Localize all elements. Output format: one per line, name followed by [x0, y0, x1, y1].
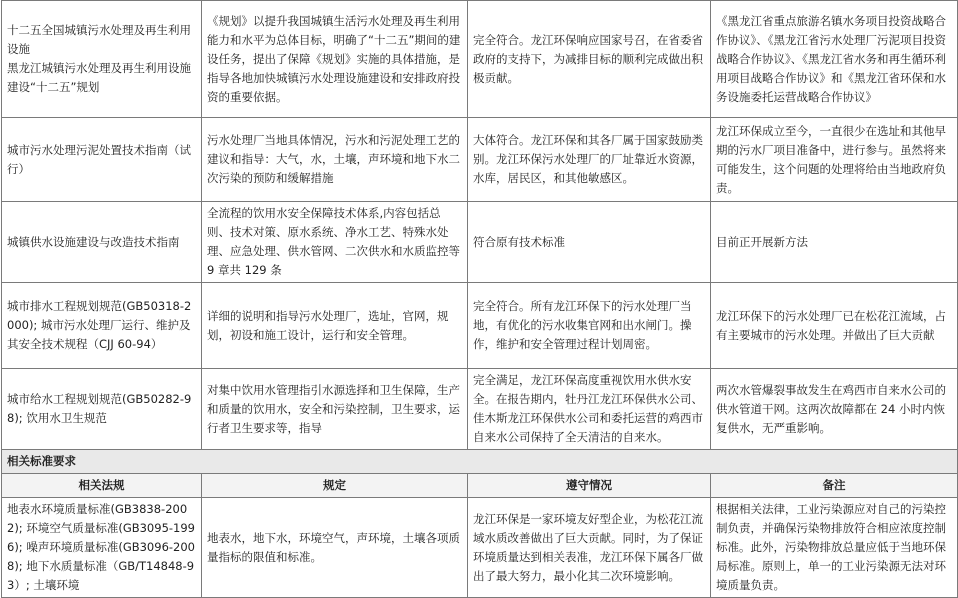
column-header-compliance: 遵守情况 — [468, 474, 711, 498]
provision-cell — [202, 118, 468, 202]
compliance-cell — [468, 283, 711, 369]
law-text: 城市污水处理污泥处置技术指南（试行） — [7, 142, 191, 176]
remark-text: 根据相关法律，工业污染源应对自己的污染控制负责，并确保污染物排放符合相应浓度控制标准。此外，污染物排放总量应低于当地环保局标准。原则上，单一的工业污染源无法对环境质量负责。 — [716, 502, 946, 592]
provision-text: 地表水，地下水，环境空气，声环境，土壤各项质量指标的限值和标准。 — [207, 530, 460, 564]
remark-text: 龙江环保下的污水处理厂已在松花江流域，占有主要城市的污水处理。并做出了巨大贡献 — [716, 308, 946, 342]
provision-cell — [202, 369, 468, 450]
compliance-text: 完全符合。龙江环保响应国家号召，在省委省政府的支持下，为减排目标的顺利完成做出积极贡献。 — [473, 32, 703, 85]
compliance-cell — [468, 1, 711, 118]
law-text: 城镇供水设施建设与改造技术指南 — [7, 234, 180, 249]
table-row — [2, 369, 958, 450]
law-cell — [2, 118, 202, 202]
provision-text: 全流程的饮用水安全保障技术体系,内容包括总则、技术对策、原水系统、净水工艺、特殊水处理、应急处理、供水管网、二次供水和水质监控等 9 章共 129 条 — [207, 206, 460, 277]
provision-cell — [202, 283, 468, 369]
table-row — [2, 498, 958, 598]
remark-cell — [711, 118, 958, 202]
compliance-text: 完全符合。所有龙江环保下的污水处理厂当地，有优化的污水收集官网和出水闸门。操作，维护和安全管理过程计划周密。 — [473, 299, 692, 351]
section-row — [2, 450, 958, 474]
law-cell — [2, 498, 202, 598]
law-text: 地表水环境质量标准(GB3838-2002); 环境空气质量标准(GB3095-1996); 噪声环境质量标准(GB3096-2008); 地下水质量标准（GB/T14848-93）; 土壤环境 — [7, 502, 195, 592]
table-row — [2, 1, 958, 118]
remark-text: 目前正开展新方法 — [716, 234, 808, 249]
law-cell — [2, 369, 202, 450]
law-text: 城市给水工程规划规范(GB50282-98); 饮用水卫生规范 — [7, 392, 192, 425]
compliance-text: 完全满足，龙江环保高度重视饮用水供水安全。在报告期内，牡丹江龙江环保供水公司、佳木斯龙江环保供水公司和委托运营的鸡西市自来水公司保持了全天清洁的自来水。 — [473, 373, 703, 444]
table-row — [2, 202, 958, 283]
compliance-text: 龙江环保是一家环境友好型企业，为松花江流域水质改善做出了巨大贡献。同时，为了保证环境质量达到相关表准，龙江环保下属各厂做出了最大努力，最小化其二次环境影响。 — [473, 511, 703, 583]
section-title: 相关标准要求 — [2, 450, 958, 474]
column-header-provision: 规定 — [202, 474, 468, 498]
law-cell — [2, 1, 202, 118]
remark-text: 《黑龙江省重点旅游名镇水务项目投资战略合作协议》、《黑龙江省污水处理厂污泥项目投资战略合作协议》、《黑龙江省水务和再生循环利用项目战略合作协议》和《黑龙江省环保和水务设施委托运营战略合作协议》 — [716, 13, 946, 104]
compliance-cell — [468, 498, 711, 598]
column-header-remark: 备注 — [711, 474, 958, 498]
table-row — [2, 283, 958, 369]
provision-text: 污水处理厂当地具体情况，污水和污泥处理工艺的建议和指导：大气，水，土壤，声环境和地下水二次污染的预防和缓解措施 — [207, 133, 460, 185]
provision-text: 《规划》以提升我国城镇生活污水处理及再生利用能力和水平为总体目标，明确了“十二五”期间的建设任务，提出了保障《规划》实施的具体措施，是指导各地加快城镇污水处理设施建设和安排政府投资的重要依据。 — [207, 13, 461, 104]
remark-cell — [711, 369, 958, 450]
compliance-cell — [468, 369, 711, 450]
table-row — [2, 118, 958, 202]
provision-cell — [202, 1, 468, 118]
remark-text: 两次水管爆裂事故发生在鸡西市自来水公司的供水管道干网。这两次故障都在 24 小时内恢复供水，无严重影响。 — [716, 382, 946, 435]
compliance-text: 符合原有技术标准 — [473, 234, 565, 249]
compliance-cell — [468, 202, 711, 283]
provision-cell — [202, 202, 468, 283]
remark-cell — [711, 498, 958, 598]
column-header-law: 相关法规 — [2, 474, 202, 498]
remark-text: 龙江环保成立至今，一直很少在选址和其他早期的污水厂项目准备中，进行参与。虽然将来可能发生，这个问题的处理将给由当地政府负责。 — [716, 123, 946, 195]
regulations-table — [1, 0, 958, 598]
remark-cell — [711, 283, 958, 369]
header-row — [2, 474, 958, 498]
provision-text: 对集中饮用水管理指引水源选择和卫生保障，生产和质量的饮用水，安全和污染控制，卫生要求，运行者卫生要求等，指导 — [207, 382, 460, 435]
law-cell — [2, 283, 202, 369]
law-text: 城市排水工程规划规范(GB50318-2000); 城市污水处理厂运行、维护及其安全技术规程（CJJ 60-94） — [7, 299, 192, 351]
remark-cell — [711, 1, 958, 118]
compliance-cell — [468, 118, 711, 202]
law-text: 十二五全国城镇污水处理及再生利用设施 黑龙江城镇污水处理及再生利用设施建设“十二五”规划 — [7, 23, 191, 94]
provision-text: 详细的说明和指导污水处理厂，选址，官网，规划，初设和施工设计，运行和安全管理。 — [207, 308, 449, 342]
remark-cell — [711, 202, 958, 283]
provision-cell — [202, 498, 468, 598]
law-cell — [2, 202, 202, 283]
compliance-text: 大体符合。龙江环保和其各厂属于国家鼓励类别。龙江环保污水处理厂的厂址靠近水资源，水库，居民区，和其他敏感区。 — [473, 133, 703, 185]
